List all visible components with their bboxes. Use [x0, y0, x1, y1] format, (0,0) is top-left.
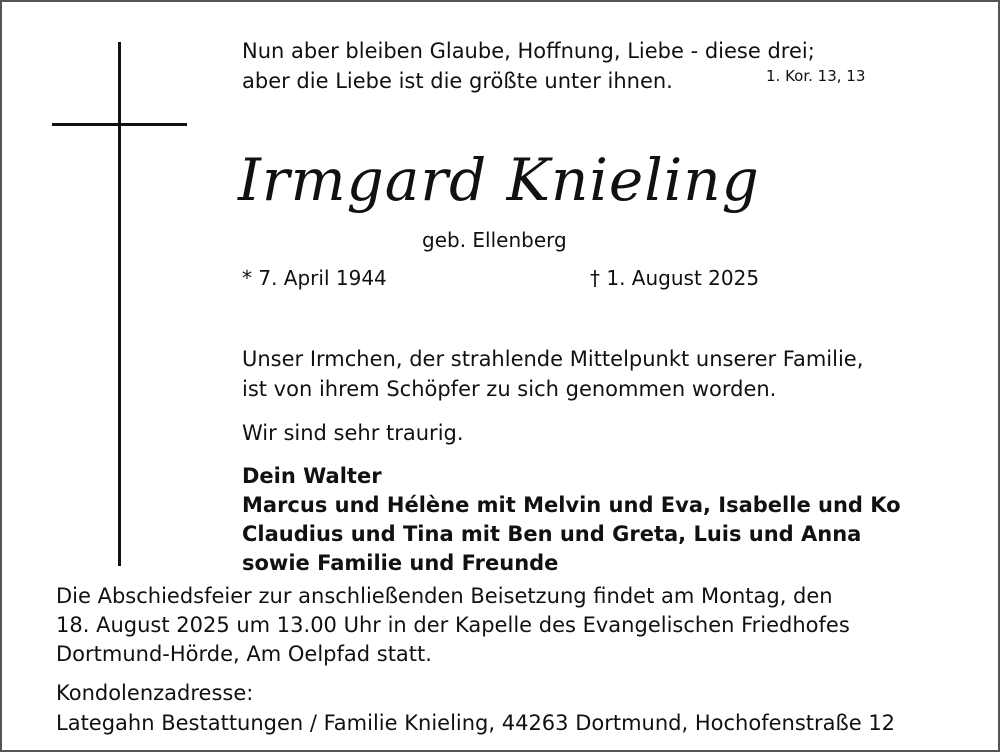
mourner-line: Claudius und Tina mit Ben und Greta, Luis und Anna	[242, 522, 862, 546]
message-line-1: Unser Irmchen, der strahlende Mittelpunkt unserer Familie,	[242, 347, 864, 371]
funeral-line-3: Dortmund-Hörde, Am Oelpfad statt.	[56, 642, 432, 666]
deceased-name: Irmgard Knieling	[238, 146, 760, 214]
funeral-info	[56, 582, 850, 669]
condolence-address-line: Lategahn Bestattungen / Familie Knieling, 44263 Dortmund, Hochofenstraße 12	[56, 711, 896, 735]
death-date: † 1. August 2025	[590, 266, 760, 290]
message-line-2: ist von ihrem Schöpfer zu sich genommen worden.	[242, 377, 777, 401]
cross-vertical-bar	[118, 42, 121, 566]
condolence-label: Kondolenzadresse:	[56, 681, 254, 705]
mourner-line: sowie Familie und Freunde	[242, 551, 559, 575]
verse-reference: 1. Kor. 13, 13	[766, 67, 866, 85]
verse-line-2: aber die Liebe ist die größte unter ihnen.	[242, 69, 673, 93]
mourners-list	[242, 462, 901, 578]
condolence-address	[56, 678, 895, 738]
verse-line-1: Nun aber bleiben Glaube, Hoffnung, Liebe - diese drei;	[242, 39, 815, 63]
cross-horizontal-bar	[52, 123, 187, 126]
mourner-line: Marcus und Hélène mit Melvin und Eva, Isabelle und Ko	[242, 493, 901, 517]
birth-date: * 7. April 1944	[242, 266, 387, 290]
sadness-statement: Wir sind sehr traurig.	[242, 421, 464, 445]
maiden-name: geb. Ellenberg	[422, 228, 567, 252]
bible-verse	[242, 36, 815, 96]
mourner-line: Dein Walter	[242, 464, 382, 488]
funeral-line-2: 18. August 2025 um 13.00 Uhr in der Kapelle des Evangelischen Friedhofes	[56, 613, 850, 637]
family-message	[242, 344, 863, 404]
funeral-line-1: Die Abschiedsfeier zur anschließenden Beisetzung findet am Montag, den	[56, 584, 833, 608]
